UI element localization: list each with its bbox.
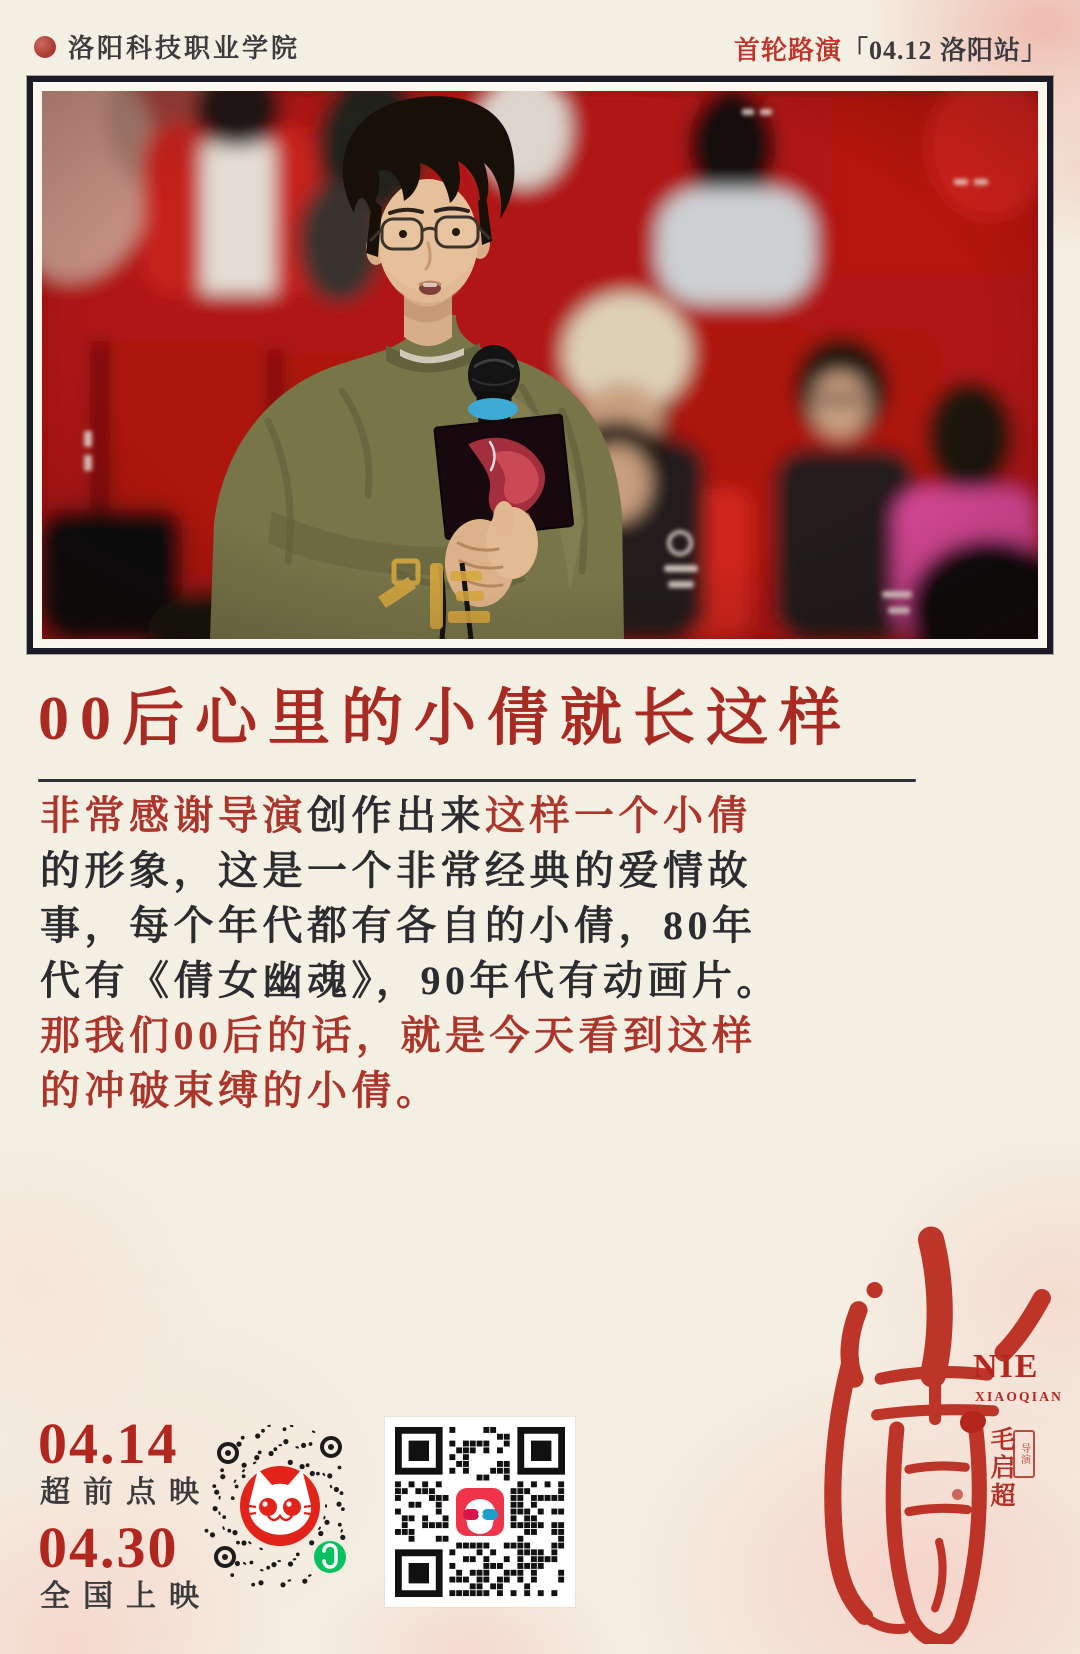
headline-divider (38, 779, 916, 782)
roadshow-info (734, 30, 1048, 67)
quote-line: 那我们00后的话，就是今天看到这样 (40, 1013, 757, 1058)
quote-line: 的冲破束缚的小倩。 (40, 1068, 441, 1113)
quote-line: 代有《倩女幽魂》，90年代有动画片。 (40, 958, 781, 1003)
xiaoqian-calligraphy-mark (788, 1208, 1060, 1644)
director-seal-stamp: 导演 (1013, 1430, 1035, 1478)
quote-line: 的形象，这是一个非常经典的爱情故 (40, 848, 752, 893)
quote-paragraph (40, 788, 781, 1118)
wechat-miniprogram-code (198, 1405, 350, 1593)
quote-line: 事，每个年代都有各自的小倩，80年 (40, 903, 757, 948)
release-dates (38, 1411, 212, 1622)
maoyan-cat-icon (240, 1466, 320, 1546)
taopiaopiao-qr-code (385, 1417, 575, 1607)
red-ink-splotch (952, 1489, 963, 1500)
roadshow-title: 首轮路演 (733, 36, 842, 65)
headline: 00后心里的小倩就长这样 (38, 685, 853, 753)
premiere-label: 超前点映 (40, 1476, 212, 1509)
quote-line: 非常感谢导演创作出来这样一个小倩 (40, 793, 752, 838)
photo-frame (27, 76, 1053, 654)
audience-photo-illustration (42, 91, 1038, 639)
logo-nie: NIE (973, 1348, 1040, 1385)
premiere-date: 04.14 (38, 1411, 179, 1476)
taopiaopiao-glasses-icon (456, 1488, 504, 1536)
logo-xiaoqian: XIAOQIAN (975, 1389, 1064, 1404)
national-release-date: 04.30 (38, 1515, 179, 1580)
roadshow-stop: 「04.12 洛阳站」 (841, 36, 1048, 65)
header-left (34, 28, 300, 65)
wechat-miniprogram-icon (314, 1541, 346, 1573)
national-release-label: 全国上映 (40, 1580, 212, 1613)
red-seal-dot-icon (34, 36, 56, 58)
director-name: 毛启超 (987, 1426, 1014, 1510)
school-name: 洛阳科技职业学院 (68, 34, 301, 63)
